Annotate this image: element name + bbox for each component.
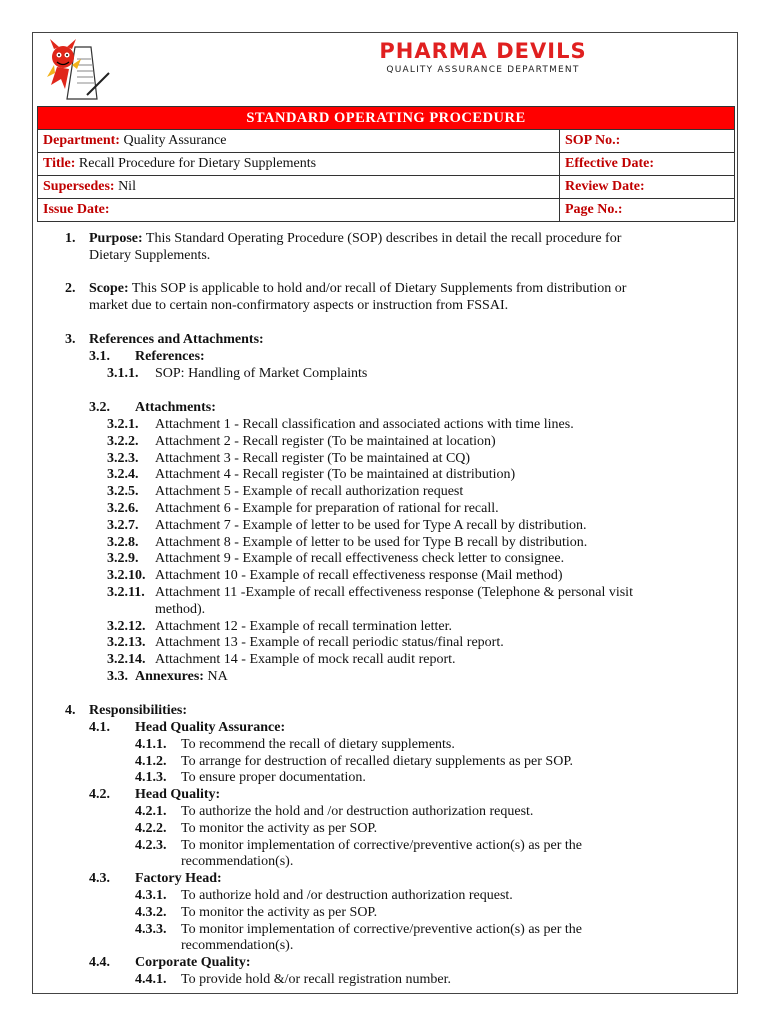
item-number: 4.1.1.: [135, 736, 167, 752]
item-number: 3.2.12.: [107, 618, 146, 634]
section-number: 2.: [65, 281, 76, 296]
responsibility-text: To arrange for destruction of recalled dietary supplements as per SOP.: [181, 753, 574, 769]
attachment-text-cont: method).: [155, 601, 206, 617]
attachment-text: Attachment 6 - Example for preparation of rational for recall.: [155, 501, 499, 516]
responsibility-text: To recommend the recall of dietary supplements.: [181, 736, 455, 752]
item-number: 3.2.13.: [107, 635, 146, 651]
scope-line2: market due to certain non-confirmatory aspects or instruction from FSSAI.: [89, 298, 509, 313]
subsection-number: 4.3.: [89, 871, 110, 887]
attachments-heading: Attachments:: [135, 400, 216, 415]
item-number: 3.2.9.: [107, 551, 139, 567]
annexures-line: [135, 669, 228, 686]
header-left-cell: [38, 153, 560, 176]
attachment-text: Attachment 1 - Recall classification and associated actions with time lines.: [155, 417, 574, 432]
header-right-cell: [560, 130, 735, 153]
purpose-line2: Dietary Supplements.: [89, 248, 211, 263]
responsibility-text: To monitor the activity as per SOP.: [181, 820, 378, 836]
item-number: 3.2.5.: [107, 484, 139, 500]
item-number: 3.2.7.: [107, 517, 139, 533]
sop-header-table: [37, 106, 735, 222]
attachment-text: Attachment 14 - Example of mock recall audit report.: [155, 652, 456, 668]
attachment-text: Attachment 8 - Example of letter to be used for Type B recall by distribution.: [155, 534, 588, 550]
purpose-line1: This Standard Operating Procedure (SOP) describes in detail the recall procedure for: [142, 231, 622, 246]
item-number: 3.2.11.: [107, 585, 145, 600]
item-number: 4.3.3.: [135, 921, 167, 937]
header-row: [38, 199, 735, 222]
item-number: 4.2.3.: [135, 837, 167, 853]
annexures-value: NA: [203, 669, 228, 684]
references-heading: References:: [135, 349, 205, 364]
subsection-number: 4.1.: [89, 720, 110, 735]
subsection-number: 4.4.: [89, 955, 110, 971]
responsibility-text: To monitor implementation of corrective/preventive action(s) as per the: [181, 921, 582, 937]
item-number: 3.2.2.: [107, 433, 139, 449]
item-number: 4.2.2.: [135, 820, 167, 836]
subsection-number: 3.1.: [89, 349, 110, 364]
responsibility-text: To monitor the activity as per SOP.: [181, 904, 378, 920]
brand-block: [333, 39, 633, 75]
attachment-text: Attachment 2 - Recall register (To be maintained at location): [155, 433, 496, 449]
subsection-number: 3.2.: [89, 400, 110, 415]
review-date-label: Review Date:: [565, 179, 645, 194]
section-number: 4.: [65, 703, 76, 718]
title-label: Title:: [43, 156, 76, 171]
item-number: 4.1.3.: [135, 770, 167, 786]
item-number: 3.2.1.: [107, 417, 139, 432]
attachment-text: Attachment 3 - Recall register (To be maintained at CQ): [155, 450, 471, 466]
section-number: 1.: [65, 231, 76, 246]
attachment-text: Attachment 9 - Example of recall effectiveness check letter to consignee.: [155, 551, 565, 567]
responsibility-text-cont: recommendation(s).: [181, 854, 294, 870]
attachment-text: Attachment 11 -Example of recall effectiveness response (Telephone & personal visit: [155, 585, 633, 600]
supersedes-label: Supersedes:: [43, 179, 115, 194]
references-attachments-heading: References and Attachments:: [89, 332, 264, 347]
item-number: 4.3.2.: [135, 904, 167, 920]
responsibility-text: To ensure proper documentation.: [181, 770, 366, 786]
subsection-number: 3.3.: [107, 669, 128, 684]
responsibility-text: To authorize the hold and /or destruction authorization request.: [181, 804, 534, 819]
responsibility-role-heading: Head Quality Assurance:: [135, 720, 286, 735]
attachment-text: Attachment 7 - Example of letter to be used for Type A recall by distribution.: [155, 517, 587, 533]
purpose-label: Purpose:: [89, 231, 143, 246]
item-number: 3.1.1.: [107, 366, 139, 381]
item-number: 3.2.6.: [107, 501, 139, 516]
effective-date-label: Effective Date:: [565, 156, 655, 171]
header-left-cell: [38, 130, 560, 153]
responsibility-text: To authorize hold and /or destruction authorization request.: [181, 888, 513, 903]
brand-name: PHARMA DEVILS: [379, 39, 587, 63]
header-left-cell: [38, 176, 560, 199]
header-left-cell: [38, 199, 560, 222]
attachment-text: Attachment 5 - Example of recall authorization request: [155, 484, 464, 500]
department-value: Quality Assurance: [119, 133, 227, 148]
department-label: Department:: [43, 133, 120, 148]
subsection-number: 4.2.: [89, 787, 110, 803]
attachment-text: Attachment 4 - Recall register (To be maintained at distribution): [155, 467, 516, 483]
brand-subtitle: QUALITY ASSURANCE DEPARTMENT: [386, 65, 580, 75]
annexures-label: Annexures:: [135, 669, 204, 684]
header-right-cell: [560, 153, 735, 176]
sop-title: STANDARD OPERATING PROCEDURE: [38, 107, 735, 130]
responsibilities-heading: Responsibilities:: [89, 703, 188, 718]
item-number: 3.2.4.: [107, 467, 139, 483]
title-value: Recall Procedure for Dietary Supplements: [75, 156, 317, 171]
header-right-cell: [560, 199, 735, 222]
header-row: [38, 130, 735, 153]
item-number: 3.2.8.: [107, 534, 139, 550]
responsibility-text-cont: recommendation(s).: [181, 938, 294, 954]
responsibility-role-heading: Head Quality:: [135, 787, 221, 803]
issue-date-label: Issue Date:: [43, 202, 110, 217]
attachment-text: Attachment 13 - Example of recall periodic status/final report.: [155, 635, 504, 651]
document-page: [32, 32, 738, 994]
header-row: [38, 153, 735, 176]
responsibility-text: To provide hold &/or recall registration number.: [181, 972, 452, 987]
section-number: 3.: [65, 332, 76, 347]
responsibility-text: To monitor implementation of corrective/preventive action(s) as per the: [181, 837, 582, 853]
item-number: 3.2.14.: [107, 652, 146, 668]
item-number: 3.2.10.: [107, 568, 146, 584]
item-number: 3.2.3.: [107, 450, 139, 466]
reference-text: SOP: Handling of Market Complaints: [155, 366, 368, 381]
item-number: 4.2.1.: [135, 804, 167, 819]
attachment-text: Attachment 10 - Example of recall effectiveness response (Mail method): [155, 568, 563, 584]
responsibility-role-heading: Factory Head:: [135, 871, 222, 887]
responsibility-role-heading: Corporate Quality:: [135, 955, 251, 971]
purpose-text: [89, 231, 709, 248]
scope-line1: This SOP is applicable to hold and/or recall of Dietary Supplements from distribution or: [128, 281, 627, 296]
item-number: 4.3.1.: [135, 888, 167, 903]
item-number: 4.1.2.: [135, 753, 167, 769]
header-right-cell: [560, 176, 735, 199]
supersedes-value: Nil: [114, 179, 136, 194]
attachment-text: Attachment 12 - Example of recall termination letter.: [155, 618, 453, 634]
page-no-label: Page No.:: [565, 202, 623, 217]
item-number: 4.4.1.: [135, 972, 167, 987]
header-row: [38, 176, 735, 199]
scope-label: Scope:: [89, 281, 129, 296]
devil-logo-icon: [37, 37, 122, 105]
scope-text: [89, 281, 709, 298]
sop-no-label: SOP No.:: [565, 133, 621, 148]
